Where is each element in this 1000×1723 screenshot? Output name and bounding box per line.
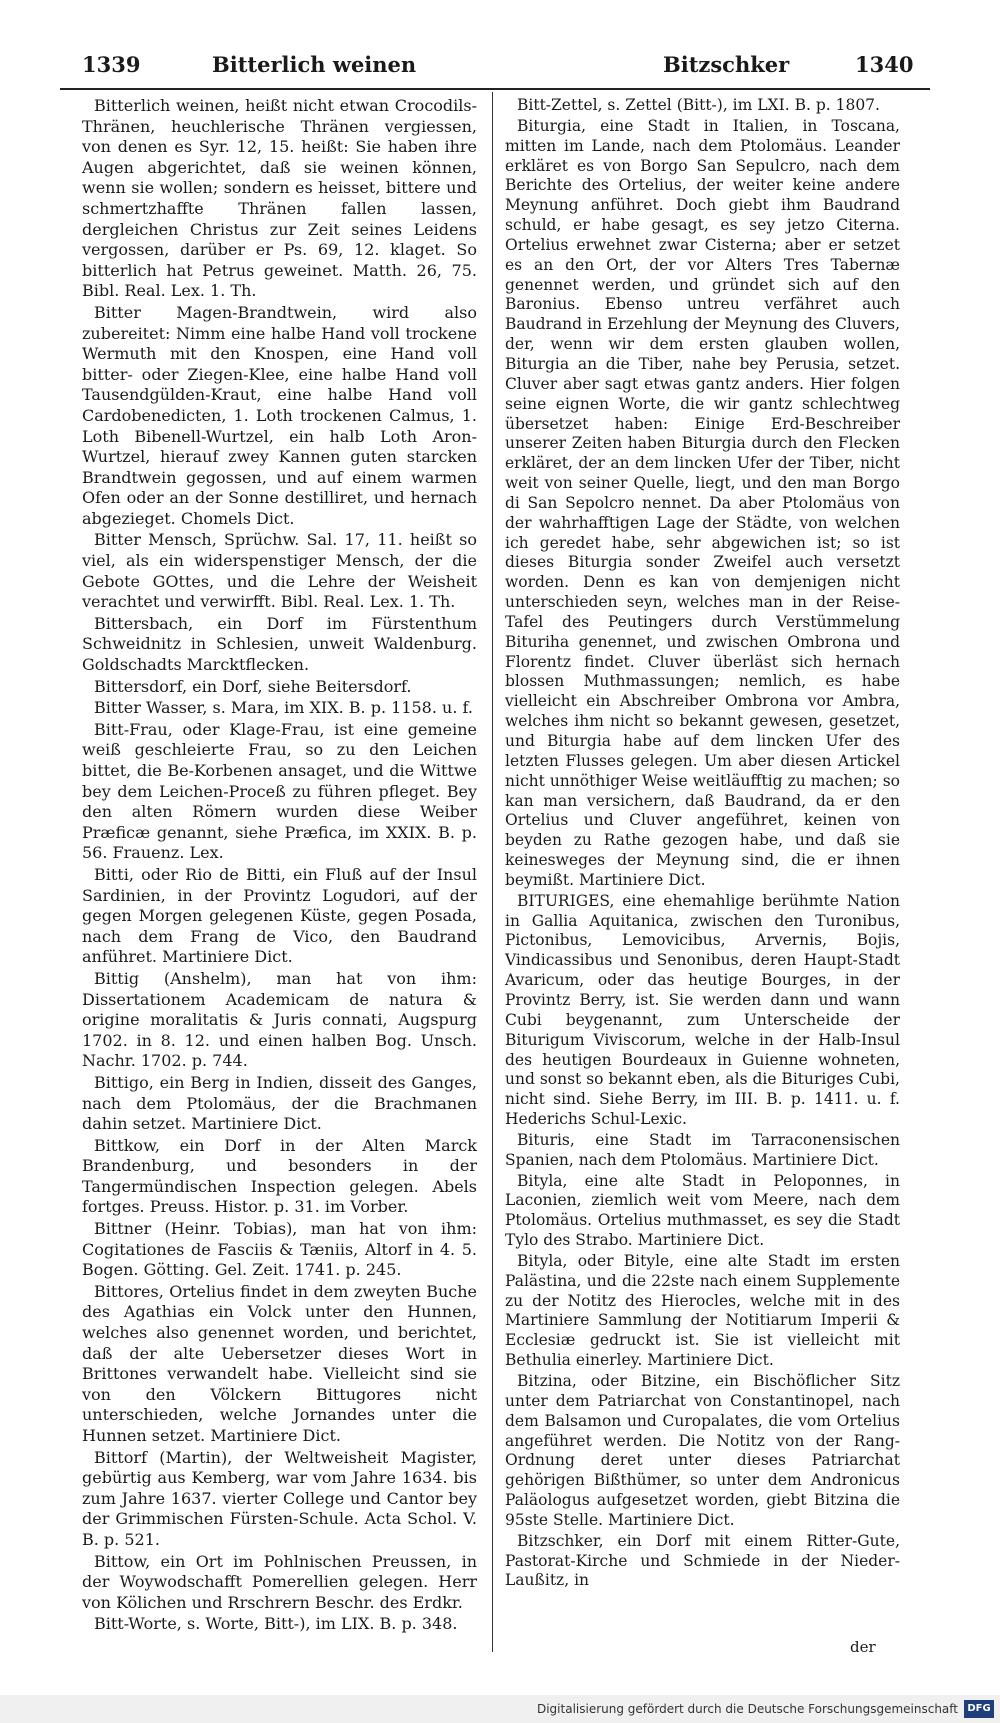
dictionary-entry: Bittkow, ein Dorf in der Alten Marck Brandenburg, und besonders in der Tangermündischen Inspection gelegen. Abels fortges. Preuss. Histor. p. 31. im Vorber. xyxy=(82,1135,477,1217)
dictionary-entry: Bitter Magen-Brandtwein, wird also zubereitet: Nimm eine halbe Hand voll trockene Wermuth mit den Knospen, eine Hand voll bitter- oder Ziegen-Klee, eine halbe Hand voll Tausendgülden-Kraut, eine halbe Hand voll Cardobenedicten, 1. Loth trockenen Calmus, 1. Loth Bibenell-Wurtzel, ein halb Loth Aron-Wurtzel, hierauf zwey Kannen guten starcken Brandtwein gegossen, und auf einem warmen Ofen oder an der Sonne destilliret, und hernach abgezieget. Chomels Dict. xyxy=(82,302,477,528)
dictionary-entry: Bittores, Ortelius findet in dem zweyten Buche des Agathias ein Volck unter den Hunnen, welches also genennet worden, und berichtet, daß der alte Uebersetzer dieses Wort in Brittones verwandelt habe. Vielleicht sind sie von den Völckern Bittugores nicht unterschieden, welche Jornandes unter die Hunnen setzet. Martiniere Dict. xyxy=(82,1281,477,1445)
dictionary-entry: Bittigo, ein Berg in Indien, disseit des Ganges, nach dem Ptolomäus, der die Brachmanen dahin setzet. Martiniere Dict. xyxy=(82,1072,477,1134)
dictionary-entry: Bittersbach, ein Dorf im Fürstenthum Schweidnitz in Schlesien, unweit Waldenburg. Goldschadts Marcktflecken. xyxy=(82,613,477,675)
dictionary-entry: Bityla, oder Bityle, eine alte Stadt im ersten Palästina, und die 22ste nach einem Supplemente zu der Notitz des Hierocles, welche mit in des Martiniere Sammlung der Notitiarum Imperii & Ecclesiæ gedruckt ist. Sie ist vielleicht mit Bethulia einerley. Martiniere Dict. xyxy=(505,1251,900,1370)
dictionary-entry: Biturgia, eine Stadt in Italien, in Toscana, mitten im Lande, nach dem Ptolomäus. Leander erkläret es von Borgo San Sepulcro, nach dem Berichte des Ortelius, der weiter keine andere Meynung anführet. Doch giebt ihm Baudrand schuld, er habe gesagt, es sey jetzo Citerna. Ortelius erwehnet zwar Cisterna; aber er setzet es an den Ort, der vor Alters Tres Tabernæ genennet werden, und gründet sich auf den Baronius. Ebenso untreu verfähret auch Baudrand in Erzehlung der Meynung des Cluvers, der, wenn wir dem ersten glauben wollen, Biturgia an die Tiber, nahe bey Perusia, setzet. Cluver aber sagt etwas gantz anders. Hier folgen seine eignen Worte, die wir gantz schlechtweg übersetzet haben: Einige Erd-Beschreiber unserer Zeiten haben Biturgia durch den Flecken erkläret, der an dem lincken Ufer der Tiber, nicht weit von seiner Quelle, liegt, und den man Borgo di San Sepolcro nennet. Da aber Ptolomäus von der wahrhafftigen Lage der Städte, von welchen ich geredet habe, sehr abgewichen ist; so ist dieses Biturgia sonder Zweifel auch versetzt worden. Denn es kan von demjenigen nicht unterschieden seyn, welches man in der Reise-Tafel des Peutingers durch Verstümmelung Bituriha genennet, und zwischen Ombrona und Florentz findet. Cluver überläst sich hernach blossen Muthmassungen; nemlich, es habe vielleicht ein Abschreiber Ombrona vor Ambra, welches ihm nicht so bekannt gewesen, gesetzet, und Biturgia habe auf dem lincken Ufer des letzten Flusses gelegen. Um aber diesen Artickel nicht unnöthiger Weise weitläufftig zu machen; so kan man versichern, daß Baudrand, da er den Ortelius und Cluver angeführet, keinen von beyden zu Rathe gezogen habe, und daß sie keinesweges der Meynung sind, die er ihnen beymißt. Martiniere Dict. xyxy=(505,116,900,889)
footer-credit: Digitalisierung gefördert durch die Deutsche Forschungsgemeinschaft xyxy=(536,1702,958,1716)
page-number-left: 1339 xyxy=(82,52,141,77)
dictionary-entry: BITURIGES, eine ehemahlige berühmte Nation in Gallia Aquitanica, zwischen den Turonibus, Pictonibus, Lemovicibus, Arvernis, Bojis, Vindicassibus und Senonibus, deren Haupt-Stadt Avaricum, oder das heutige Bourges, in der Provintz Berry, ist. Sie werden dann und wann Cubi beygenannt, zum Unterscheide der Biturigum Viviscorum, welche in der Halb-Insul des heutigen Bourdeaux in Guienne wohneten, und sonst so bekannt eben, als die Bituriges Cubi, nicht sind. Siehe Berry, im III. B. p. 1411. u. f. Hederichs Schul-Lexic. xyxy=(505,891,900,1129)
digitization-footer xyxy=(0,1695,1000,1723)
running-head-right: Bitzschker xyxy=(663,52,790,77)
dictionary-entry: Bitzina, oder Bitzine, ein Bischöflicher Sitz unter dem Patriarchat von Constantinopel, nach dem Balsamon und Curopalates, die vom Ortelius angeführet werden. Die Notitz von der Rang-Ordnung deret unter dieses Patriarchat gehörigen Bißthümer, so unter dem Andronicus Paläologus aufgesetzet worden, giebt Bitzina die 95ste Stelle. Martiniere Dict. xyxy=(505,1372,900,1529)
dictionary-entry: Bituris, eine Stadt im Tarraconensischen Spanien, nach dem Ptolomäus. Martiniere Dict. xyxy=(505,1130,900,1169)
dictionary-entry: Bitt-Worte, s. Worte, Bitt-), im LIX. B. p. 348. xyxy=(94,1614,458,1634)
dictionary-entry: Bitzschker, ein Dorf mit einem Ritter-Gute, Pastorat-Kirche und Schmiede in der Nieder-Laußitz, in xyxy=(505,1531,900,1590)
dictionary-entry: Bitter Mensch, Sprüchw. Sal. 17, 11. heißt so viel, als ein widerspenstiger Mensch, der die Gebote GOttes, und die Lehre der Weisheit verachtet und verwirfft. Bibl. Real. Lex. 1. Th. xyxy=(82,530,477,612)
dictionary-entry: Bitt-Frau, oder Klage-Frau, ist eine gemeine weiß geschleierte Frau, so zu den Leichen bittet, die Be-Korbenen ansaget, und die Wittwe bey dem Leichen-Proceß zu führen pfleget. Bey den alten Römern wurden diese Weiber Præficæ genannt, siehe Præfica, im XXIX. B. p. 56. Frauenz. Lex. xyxy=(82,719,477,863)
running-head-left: Bitterlich weinen xyxy=(212,52,417,77)
dictionary-entry: Bittersdorf, ein Dorf, siehe Beitersdorf. xyxy=(94,676,412,696)
dictionary-entry: Bitti, oder Rio de Bitti, ein Fluß auf der Insul Sardinien, in der Provintz Logudori, auf der gegen Morgen gelegenen Küste, gegen Posada, nach dem Frang de Vico, den Baudrand anführet. Martiniere Dict. xyxy=(82,864,477,967)
page-number-right: 1340 xyxy=(855,52,914,77)
dictionary-entry: Bitter Wasser, s. Mara, im XIX. B. p. 1158. u. f. xyxy=(94,698,473,718)
book-page xyxy=(60,48,930,1663)
catchword: der xyxy=(850,1638,876,1656)
dictionary-entry: Bittner (Heinr. Tobias), man hat von ihm: Cogitationes de Fasciis & Tæniis, Altorf in 4. 5. Bogen. Götting. Gel. Zeit. 1741. p. 245. xyxy=(82,1219,477,1280)
dictionary-entry: Bitt-Zettel, s. Zettel (Bitt-), im LXI. B. p. 1807. xyxy=(517,96,880,114)
dictionary-entry: Bittorf (Martin), der Weltweisheit Magister, gebürtig aus Kemberg, war vom Jahre 1634. bis zum Jahre 1637. vierter College und Cantor bey der Grimmischen Fürsten-Schule. Acta Schol. V. B. p. 521. xyxy=(82,1447,477,1549)
header-rule xyxy=(60,88,930,90)
column-divider xyxy=(492,92,493,1652)
left-column xyxy=(82,96,477,1636)
right-column xyxy=(505,96,900,1592)
dictionary-entry: Bittow, ein Ort im Pohlnischen Preussen, in der Woywodschafft Pomerellien gelegen. Herr von Kölichen und Rrschrern Beschr. des Erdkr. xyxy=(82,1551,477,1612)
dictionary-entry: Bittig (Anshelm), man hat von ihm: Dissertationem Academicam de natura & origine moralitatis & Juris connati, Augspurg 1702. in 8. 12. und einen halben Bog. Unsch. Nachr. 1702. p. 744. xyxy=(82,968,477,1071)
page-header xyxy=(60,48,930,88)
dictionary-entry: Bitterlich weinen, heißt nicht etwan Crocodils-Thränen, heuchlerische Thränen vergiessen, von denen es Syr. 12, 15. heißt: Sie haben ihre Augen abgerichtet, daß sie weinen können, wenn sie wollen; sondern es heisset, bittere und schmertzhaffte Thränen fallen lassen, dergleichen Christus zur Zeit seines Leidens vergossen, darüber er Ps. 69, 12. klaget. So bitterlich hat Petrus geweinet. Matth. 26, 75. Bibl. Real. Lex. 1. Th. xyxy=(82,96,477,301)
dictionary-entry: Bityla, eine alte Stadt in Peloponnes, in Laconien, ziemlich weit vom Meere, nach dem Ptolomäus. Ortelius muthmasset, es sey die Stadt Tylo des Strabo. Martiniere Dict. xyxy=(505,1171,900,1250)
dfg-logo: DFG xyxy=(964,1700,994,1718)
